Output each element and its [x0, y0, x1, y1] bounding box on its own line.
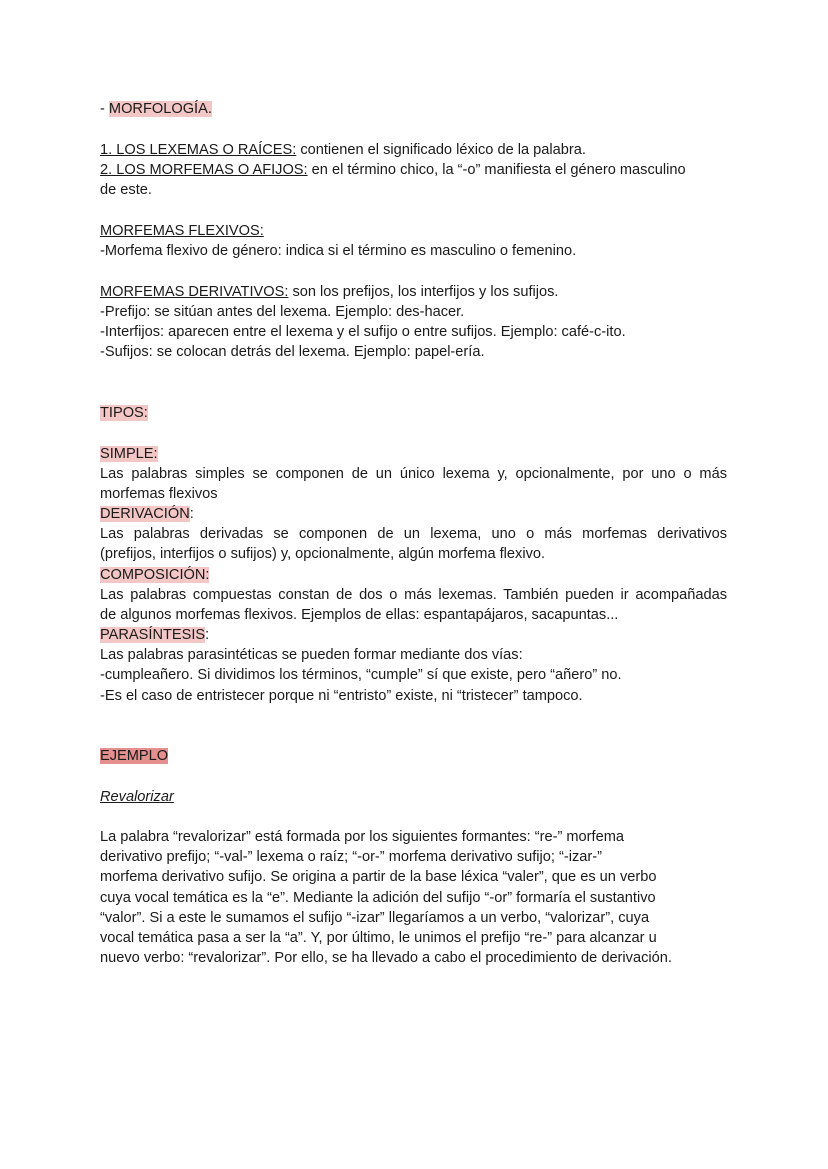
- derivativos-heading-line: [100, 282, 558, 302]
- lexemas-heading: 1. LOS LEXEMAS O RAÍCES:: [100, 142, 297, 158]
- morfemas-line: [100, 160, 686, 180]
- morfemas-heading: 2. LOS MORFEMAS O AFIJOS:: [100, 162, 308, 178]
- morfemas-text-cont: de este.: [100, 182, 152, 198]
- composicion-heading-line: [100, 565, 209, 585]
- derivacion-colon: :: [189, 506, 194, 522]
- lexemas-line: [100, 140, 586, 160]
- parasintesis-colon: :: [205, 627, 210, 643]
- derivacion-line-2: (prefijos, interfijos o sufijos) y, opcionalmente, algún morfema flexivo.: [100, 546, 546, 562]
- tipos-heading: TIPOS:: [100, 405, 148, 421]
- parasintesis-heading: PARASÍNTESIS: [100, 627, 206, 643]
- parasintesis-line-1: Las palabras parasintéticas se pueden formar mediante dos vías:: [100, 647, 523, 663]
- example-paragraph-line: nuevo verbo: “revalorizar”. Por ello, se ha llevado a cabo el procedimiento de derivación.: [100, 950, 672, 966]
- title-prefix: -: [100, 101, 109, 117]
- composicion-heading: COMPOSICIÓN:: [100, 567, 210, 583]
- derivativos-heading-text: son los prefijos, los interfijos y los sufijos.: [288, 284, 559, 300]
- example-paragraph-line: cuya vocal temática es la “e”. Mediante la adición del sufijo “-or” formaría el sustantivo: [100, 890, 656, 906]
- morfemas-text: en el término chico, la “-o” manifiesta el género masculino: [307, 162, 686, 178]
- example-paragraph-line: morfema derivativo sufijo. Se origina a partir de la base léxica “valer”, que es un verbo: [100, 869, 657, 885]
- derivacion-heading: DERIVACIÓN: [100, 506, 190, 522]
- simple-heading-line: [100, 444, 158, 464]
- title-highlight: MORFOLOGÍA.: [108, 101, 212, 117]
- document-title: [100, 99, 212, 119]
- example-paragraph-line: vocal temática pasa a ser la “a”. Y, por último, le unimos el prefijo “re-” para alcanzar u: [100, 930, 657, 946]
- prefijo-line: -Prefijo: se sitúan antes del lexema. Ejemplo: des-hacer.: [100, 304, 465, 320]
- parasintesis-line-3: -Es el caso de entristecer porque ni “entristo” existe, ni “tristecer” tampoco.: [100, 688, 583, 704]
- simple-line-2: morfemas flexivos: [100, 486, 218, 502]
- derivacion-heading-line: [100, 504, 194, 524]
- derivativos-heading: MORFEMAS DERIVATIVOS:: [100, 284, 289, 300]
- parasintesis-heading-line: [100, 625, 209, 645]
- ejemplo-heading-line: [100, 746, 168, 766]
- example-paragraph-line: derivativo prefijo; “-val-” lexema o raíz; “-or-” morfema derivativo sufijo; “-izar-”: [100, 849, 602, 865]
- example-paragraph-line: “valor”. Si a este le sumamos el sufijo “-izar” llegaríamos a un verbo, “valorizar”, cuya: [100, 910, 650, 926]
- lexemas-text: contienen el significado léxico de la palabra.: [296, 142, 586, 158]
- composicion-line-1: Las palabras compuestas constan de dos o más lexemas. También pueden ir acompañadas: [100, 587, 727, 603]
- sufijos-line: -Sufijos: se colocan detrás del lexema. Ejemplo: papel-ería.: [100, 344, 485, 360]
- ejemplo-heading: EJEMPLO: [100, 748, 169, 764]
- example-paragraph-line: La palabra “revalorizar” está formada por los siguientes formantes: “re-” morfema: [100, 829, 624, 845]
- flexivos-heading: MORFEMAS FLEXIVOS:: [100, 223, 264, 239]
- interfijos-line: -Interfijos: aparecen entre el lexema y el sufijo o entre sufijos. Ejemplo: café-c-ito.: [100, 324, 626, 340]
- simple-line-1: Las palabras simples se componen de un único lexema y, opcionalmente, por uno o más: [100, 466, 727, 482]
- flexivos-line: -Morfema flexivo de género: indica si el término es masculino o femenino.: [100, 243, 577, 259]
- example-word-line: [100, 787, 174, 807]
- parasintesis-line-2: -cumpleañero. Si dividimos los términos, “cumple” sí que existe, pero “añero” no.: [100, 667, 622, 683]
- simple-heading: SIMPLE:: [100, 446, 158, 462]
- tipos-heading-line: [100, 403, 148, 423]
- flexivos-heading-line: [100, 221, 264, 241]
- example-word: Revalorizar: [100, 789, 174, 805]
- derivacion-line-1: Las palabras derivadas se componen de un lexema, uno o más morfemas derivativos: [100, 526, 727, 542]
- composicion-line-2: de algunos morfemas flexivos. Ejemplos de ellas: espantapájaros, sacapuntas...: [100, 607, 619, 623]
